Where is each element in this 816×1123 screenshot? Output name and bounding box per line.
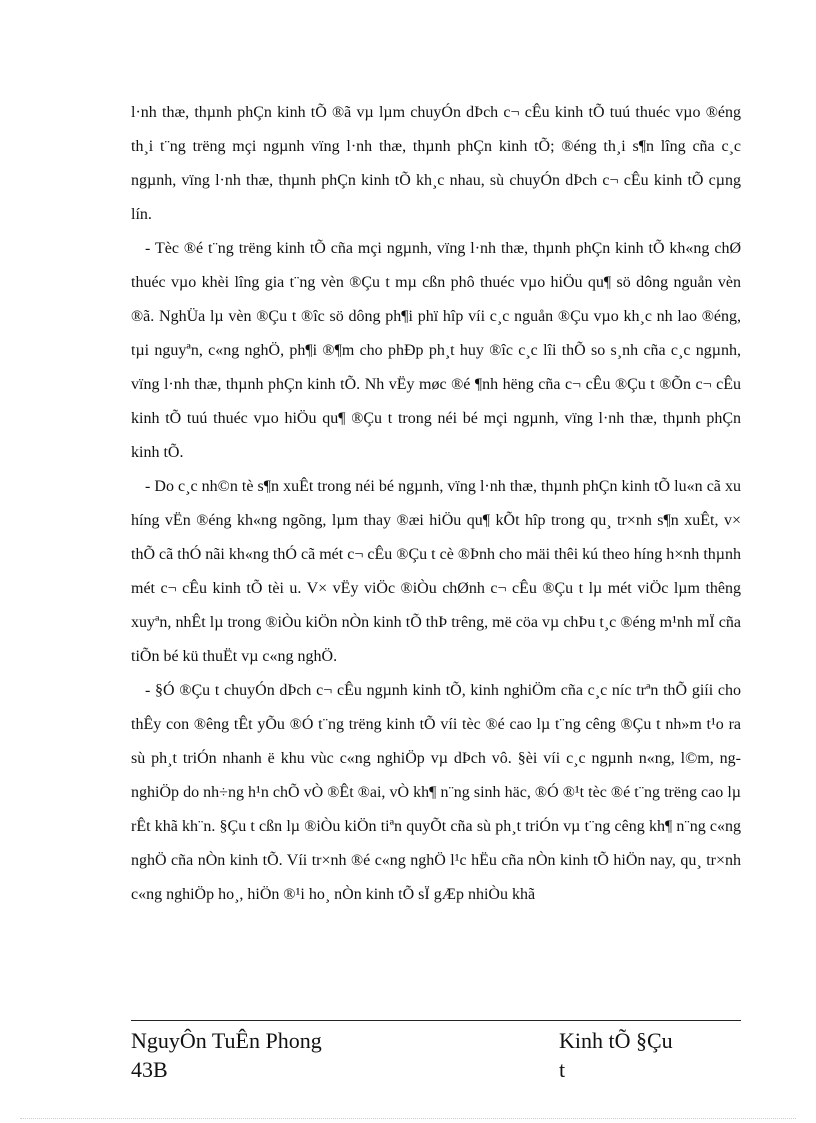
footer-class: 43B [131,1057,168,1082]
footer-divider [131,1020,741,1021]
paragraph-1: l·nh thæ, thµnh phÇn kinh tÕ ®ã vµ lµm chuyÓn dÞch c¬ cÊu kinh tÕ tuú thuéc vµo ®éng th¸i t¨ng trëng mçi ngµnh vïng l·nh thæ, thµnh phÇn kinh tÕ; ®éng th¸i s¶n lîng cña c¸c ngµnh, vïng l·nh thæ, thµnh phÇn kinh tÕ kh¸c nhau, sù chuyÓn dÞch c¬ cÊu kinh tÕ cµng lín. [131,104,741,223]
footer-subject: Kinh tÕ §Çu t [559,1028,673,1082]
paragraph-2: - Tèc ®é t¨ng trëng kinh tÕ cña mçi ngµnh, vïng l·nh thæ, thµnh phÇn kinh tÕ kh«ng chØ thuéc vµo khèi lîng gia t¨ng vèn ®Çu t mµ cßn phô thuéc vµo hiÖu qu¶ sö dông nguån vèn ®ã. NghÜa lµ vèn ®Çu t ®îc sö dông ph¶i phï hîp víi c¸c nguån ®Çu vµo kh¸c nh lao ®éng, tµi nguyªn, c«ng nghÖ, ph¶i ®¶m cho phÐp ph¸t huy ®îc c¸c lîi thÕ so s¸nh cña c¸c ngµnh, vïng l·nh thæ, thµnh phÇn kinh tÕ. Nh vËy møc ®é ¶nh hëng cña c¬ cÊu ®Çu t ®Õn c¬ cÊu kinh tÕ tuú thuéc vµo hiÖu qu¶ ®Çu t trong néi bé mçi ngµnh, vïng l·nh thæ, thµnh phÇn kinh tÕ. [131,240,741,461]
body-text [131,96,741,912]
footer-author: NguyÔn TuÊn Phong [131,1028,322,1053]
paragraph-4: - §Ó ®Çu t chuyÓn dÞch c¬ cÊu ngµnh kinh tÕ, kinh nghiÖm cña c¸c níc trªn thÕ giíi cho thÊy con ®êng tÊt yÕu ®Ó t¨ng trëng kinh tÕ víi tèc ®é cao lµ t¨ng cêng ®Çu t nh»m t¹o ra sù ph¸t triÓn nhanh ë khu vùc c«ng nghiÖp vµ dÞch vô. §èi víi c¸c ngµnh n«ng, l©m, ng nghiÖp do nh÷ng h¹n chÕ vÒ ®Êt ®ai, vÒ kh¶ n¨ng sinh häc, ®Ó ®¹t tèc ®é t¨ng trëng cao lµ rÊt khã kh¨n. §Çu t cßn lµ ®iÒu kiÖn tiªn quyÕt cña sù ph¸t triÓn vµ t¨ng cêng kh¶ n¨ng c«ng nghÖ cña nÒn kinh tÕ. Víi tr×nh ®é c«ng nghÖ l¹c hËu cña nÒn kinh tÕ hiÖn nay, qu¸ tr×nh c«ng nghiÖp ho¸, hiÖn ®¹i ho¸ nÒn kinh tÕ sÏ gÆp nhiÒu khã [131,682,741,903]
page-edge-divider [20,1118,796,1119]
paragraph-3: - Do c¸c nh©n tè s¶n xuÊt trong néi bé ngµnh, vïng l·nh thæ, thµnh phÇn kinh tÕ lu«n cã xu híng vËn ®éng kh«ng ngõng, lµm thay ®æi hiÖu qu¶ kÕt hîp trong qu¸ tr×nh s¶n xuÊt, v× thÕ cã thÓ nãi kh«ng thÓ cã mét c¬ cÊu ®Çu t cè ®Þnh cho mäi thêi kú theo híng h×nh thµnh mét c¬ cÊu kinh tÕ tèi u. V× vËy viÖc ®iÒu chØnh c¬ cÊu ®Çu t lµ mét viÖc lµm thêng xuyªn, nhÊt lµ trong ®iÒu kiÖn nÒn kinh tÕ thÞ trêng, më cöa vµ chÞu t¸c ®éng m¹nh mÏ cña tiÕn bé kü thuËt vµ c«ng nghÖ. [131,478,741,665]
footer-author-block [131,1026,322,1084]
